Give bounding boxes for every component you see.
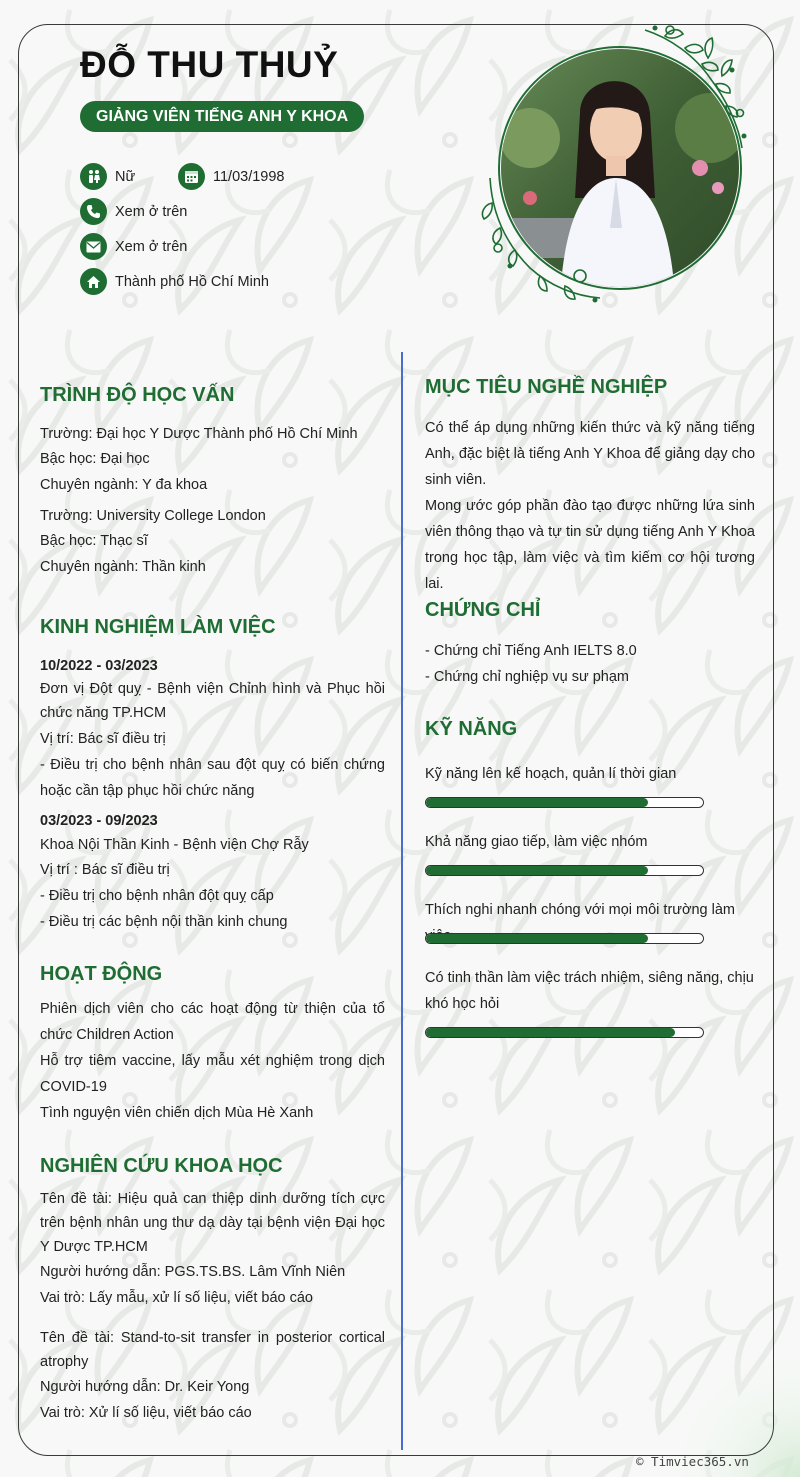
address-value: Thành phố Hồ Chí Minh (115, 273, 269, 290)
phone-value: Xem ở trên (115, 203, 188, 220)
objective-heading: MỤC TIÊU NGHỀ NGHIỆP (425, 376, 668, 398)
certificate-item-2: - Chứng chỉ nghiệp vụ sư phạm (425, 669, 629, 685)
skill-bar-fill (426, 866, 648, 875)
education-heading: TRÌNH ĐỘ HỌC VẤN (40, 384, 235, 406)
skill-bar-2 (425, 865, 704, 876)
research-topic-1: Tên đề tài: Hiệu quả can thiệp dinh dưỡng tích cực trên bệnh nhân ung thư dạ dày tại bệnh viện Đại học Y Dược TP.HCM (40, 1191, 385, 1255)
skill-bar-fill (426, 798, 648, 807)
avatar (470, 18, 760, 308)
phone-info (80, 198, 187, 225)
objective-paragraph-1: Có thể áp dụng những kiến thức và kỹ năng tiếng Anh, đặc biệt là tiếng Anh Y Khoa để giảng dạy cho sinh viên. (425, 420, 756, 488)
skills-heading: KỸ NĂNG (425, 718, 518, 740)
skill-bar-3 (425, 933, 704, 944)
email-icon (80, 233, 107, 260)
gender-icon (80, 163, 107, 190)
skill-label-4: Có tinh thần làm việc trách nhiệm, siêng năng, chịu khó học hỏi (425, 970, 754, 1012)
job-duty-1-1: - Điều trị cho bệnh nhân sau đột quỵ có biến chứng hoặc cần tập phục hồi chức năng (40, 757, 385, 799)
home-icon (80, 268, 107, 295)
job-role-1: Vị trí: Bác sĩ điều trị (40, 731, 166, 747)
column-divider (401, 352, 403, 1450)
education-level-1: Bậc học: Đại học (40, 451, 150, 467)
gender-info (80, 163, 135, 190)
certificates-heading: CHỨNG CHỈ (425, 599, 541, 621)
skill-label-1: Kỹ năng lên kế hoạch, quản lí thời gian (425, 766, 677, 782)
research-heading: NGHIÊN CỨU KHOA HỌC (40, 1155, 283, 1177)
education-school-1: Trường: Đại học Y Dược Thành phố Hồ Chí Minh (40, 426, 358, 442)
certificate-item-1: - Chứng chỉ Tiếng Anh IELTS 8.0 (425, 643, 637, 659)
activity-item-2: Hỗ trợ tiêm vaccine, lấy mẫu xét nghiệm trong dịch COVID-19 (40, 1053, 385, 1095)
job-org-2: Khoa Nội Thần Kinh - Bệnh viện Chợ Rẫy (40, 837, 309, 853)
job-duty-2-1: - Điều trị cho bệnh nhân đột quỵ cấp (40, 888, 274, 904)
phone-icon (80, 198, 107, 225)
birthday-info (178, 163, 285, 190)
skill-bar-fill (426, 934, 648, 943)
research-role-1: Vai trò: Lấy mẫu, xử lí số liệu, viết báo cáo (40, 1290, 313, 1306)
activities-heading: HOẠT ĐỘNG (40, 963, 163, 985)
job-role-2: Vị trí : Bác sĩ điều trị (40, 862, 170, 878)
copyright-footer: © Timviec365.vn (636, 1454, 749, 1469)
job-period-2: 03/2023 - 09/2023 (40, 813, 158, 829)
address-info (80, 268, 269, 295)
research-advisor-2: Người hướng dẫn: Dr. Keir Yong (40, 1379, 250, 1395)
calendar-icon (178, 163, 205, 190)
activity-item-1: Phiên dịch viên cho các hoạt động từ thiện của tổ chức Children Action (40, 1001, 385, 1043)
job-period-1: 10/2022 - 03/2023 (40, 658, 158, 674)
experience-heading: KINH NGHIỆM LÀM VIỆC (40, 616, 276, 638)
education-major-2: Chuyên ngành: Thần kinh (40, 559, 206, 575)
education-major-1: Chuyên ngành: Y đa khoa (40, 477, 208, 493)
research-topic-2: Tên đề tài: Stand-to-sit transfer in posterior cortical atrophy (40, 1330, 385, 1370)
email-info (80, 233, 187, 260)
birthday-value: 11/03/1998 (213, 168, 285, 185)
skill-label-2: Khả năng giao tiếp, làm việc nhóm (425, 834, 648, 850)
job-duty-2-2: - Điều trị các bệnh nội thần kinh chung (40, 914, 288, 930)
activity-item-3: Tình nguyện viên chiến dịch Mùa Hè Xanh (40, 1105, 314, 1121)
skill-bar-1 (425, 797, 704, 808)
education-school-2: Trường: University College London (40, 508, 266, 524)
email-value: Xem ở trên (115, 238, 188, 255)
objective-paragraph-2: Mong ước góp phần đào tạo được những lứa sinh viên thông thạo và tự tin sử dụng tiếng Anh Y Khoa trong học tập, làm việc và tìm kiếm cơ hội tương lai. (425, 498, 755, 592)
candidate-name: ĐỖ THU THUỶ (80, 44, 339, 85)
skill-bar-fill (426, 1028, 675, 1037)
skill-label-3: Thích nghi nhanh chóng với mọi môi trường làm (425, 902, 736, 918)
job-org-1: Đơn vị Đột quỵ - Bệnh viện Chỉnh hình và Phục hồi chức năng TP.HCM (40, 681, 385, 721)
gender-value: Nữ (115, 168, 136, 185)
research-role-2: Vai trò: Xử lí số liệu, viết báo cáo (40, 1405, 252, 1421)
research-advisor-1: Người hướng dẫn: PGS.TS.BS. Lâm Vĩnh Niên (40, 1264, 346, 1280)
education-level-2: Bậc học: Thạc sĩ (40, 533, 148, 549)
job-title-badge: GIẢNG VIÊN TIẾNG ANH Y KHOA (80, 101, 364, 132)
skill-bar-4 (425, 1027, 704, 1038)
